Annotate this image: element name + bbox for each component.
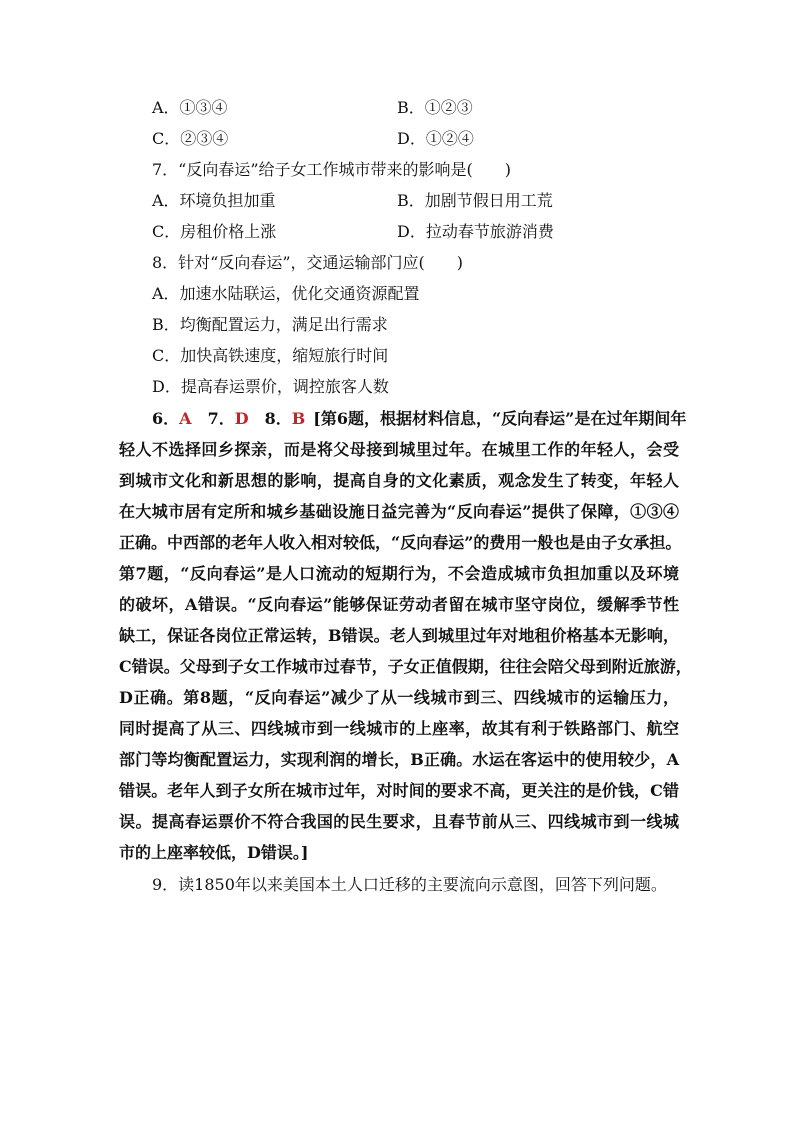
answer-7-key: D (234, 409, 249, 428)
answer-explanation (119, 403, 692, 868)
explanation-line-8: C错误。父母到子女工作城市过春节，子女正值假期，往往会陪父母到附近旅游， (119, 657, 692, 676)
q6-option-c: C．②③④ (152, 129, 229, 148)
q6-option-d: D．①②④ (397, 129, 474, 148)
explanation-line-10: 同时提高了从三、四线城市到一线城市的上座率，故其有利于铁路部门、航空 (119, 719, 679, 738)
q8-option-c: C．加快高铁速度，缩短旅行时间 (152, 346, 389, 365)
q7-option-c: C．房租价格上涨 (152, 222, 277, 241)
answer-8-number: 8． (248, 409, 292, 428)
q7-option-a: A．环境负担加重 (152, 191, 276, 210)
explanation-line-3: 在大城市居有定所和城乡基础设施日益完善为“反向春运”提供了保障，①③④ (119, 502, 679, 521)
explanation-line-7: 缺工，保证各岗位正常运转，B错误。老人到城里过年对地租价格基本无影响， (119, 626, 679, 645)
explanation-line-12: 错误。老年人到子女所在城市过年，对时间的要求不高，更关注的是价钱，C错 (119, 781, 679, 800)
answer-6-key: A (179, 409, 192, 428)
explanation-line-9: D正确。第8题，“反向春运”减少了从一线城市到三、四线城市的运输压力， (119, 688, 679, 707)
q9-stem: 9．读1850年以来美国本土人口迁移的主要流向示意图，回答下列问题。 (152, 875, 667, 894)
explanation-line-1: 轻人不选择回乡探亲，而是将父母接到城里过年。在城里工作的年轻人，会受 (119, 440, 679, 459)
q8-option-a: A．加速水陆联运，优化交通资源配置 (152, 284, 420, 303)
explanation-line-14: 市的上座率较低，D错误。] (119, 843, 309, 862)
explanation-line-11: 部门等均衡配置运力，实现利润的增长，B正确。水运在客运中的使用较少，A (119, 750, 679, 769)
q7-stem: 7．“反向春运”给子女工作城市带来的影响是( ) (152, 160, 512, 179)
q7-option-b: B．加剧节假日用工荒 (397, 191, 553, 210)
q7-option-d: D．拉动春节旅游消费 (397, 222, 554, 241)
q8-option-d: D．提高春运票价，调控旅客人数 (152, 377, 389, 396)
explanation-line-2: 到城市文化和新思想的影响，提高自身的文化素质，观念发生了转变，年轻人 (119, 471, 679, 490)
explanation-line-0: [第6题，根据材料信息，“反向春运”是在过年期间年 (313, 409, 687, 428)
q8-stem: 8．针对“反向春运”，交通运输部门应( ) (152, 253, 464, 272)
q6-option-a: A．①③④ (152, 98, 228, 117)
answer-6-number: 6． (152, 409, 180, 428)
explanation-line-13: 误。提高春运票价不符合我国的民生要求，且春节前从三、四线城市到一线城 (119, 812, 679, 831)
answer-8-key: B (291, 409, 306, 428)
explanation-line-4: 正确。中西部的老年人收入相对较低，“反向春运”的费用一般也是由子女承担。 (119, 533, 682, 552)
q8-option-b: B．均衡配置运力，满足出行需求 (152, 315, 388, 334)
q6-option-b: B．①②③ (397, 98, 473, 117)
explanation-line-5: 第7题，“反向春运”是人口流动的短期行为，不会造成城市负担加重以及环境 (119, 564, 679, 583)
explanation-line-6: 的破坏，A错误。“反向春运”能够保证劳动者留在城市坚守岗位，缓解季节性 (119, 595, 679, 614)
answer-7-number: 7． (191, 409, 235, 428)
answer-line-1 (119, 403, 687, 434)
